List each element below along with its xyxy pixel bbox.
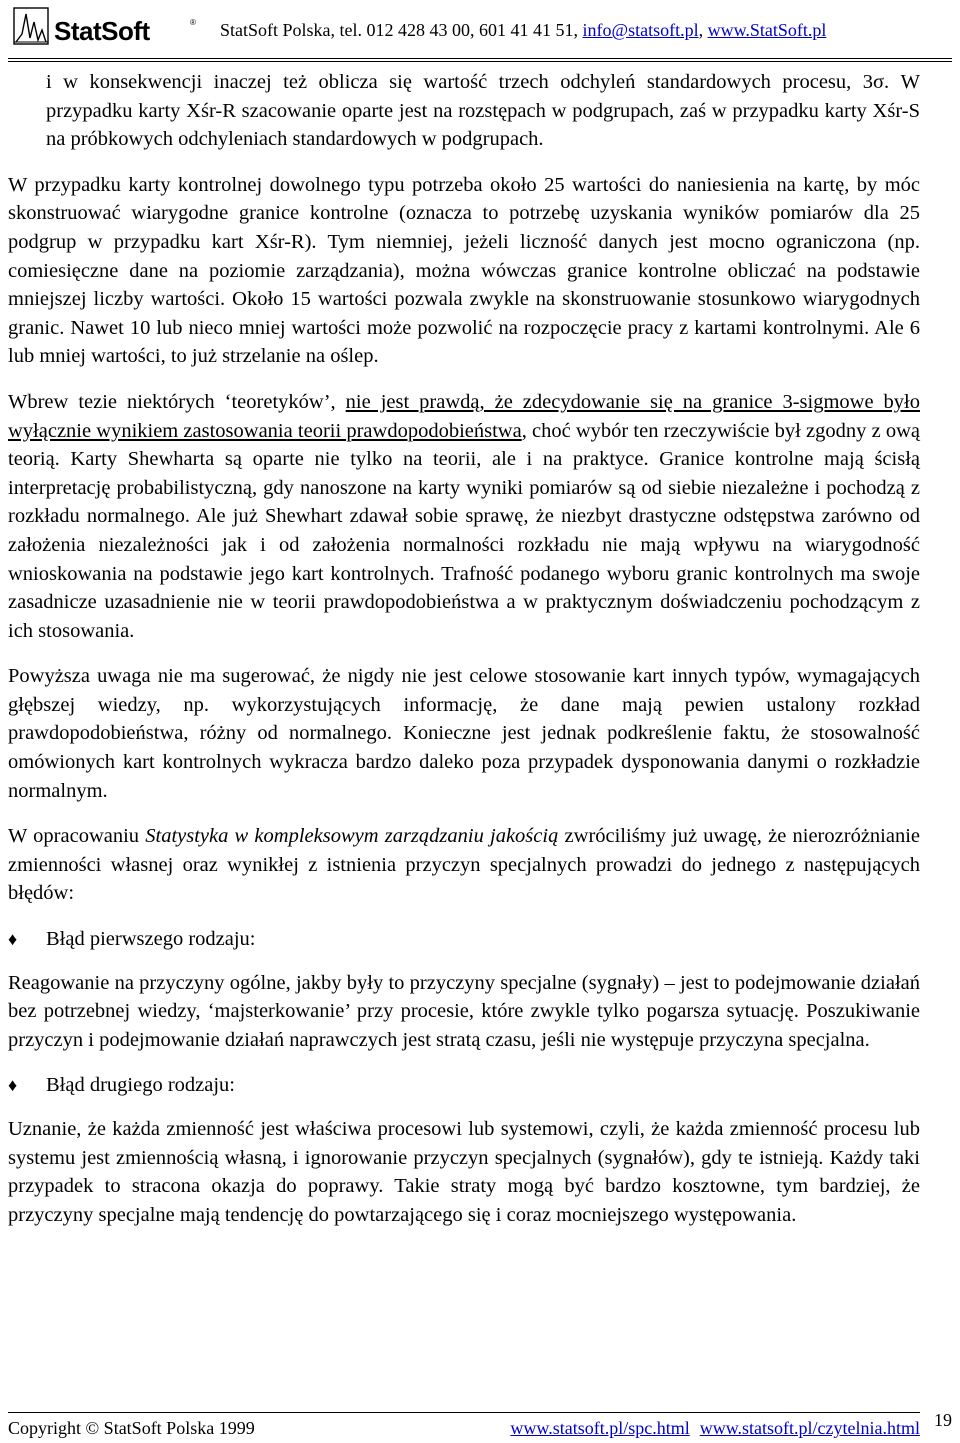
- trademark-symbol: ®: [190, 18, 196, 27]
- bullet-label-1: Błąd pierwszego rodzaju:: [46, 928, 256, 951]
- statsoft-logo: [8, 2, 208, 52]
- paragraph-6: Reagowanie na przyczyny ogólne, jakby były to przyczyny specjalne (sygnały) – jest to podejmowanie działań bez potrzebnej wiedzy, ‘majsterkowanie’ przy procesie, które zwykle tylko pogarsza sytuację. Poszukiwanie przyczyn i podejmowanie działań naprawczych jest stratą czasu, jeśli nie występuje przyczyna specjalna.: [8, 971, 920, 1051]
- contact-text: StatSoft Polska, tel. 012 428 43 00, 601 41 41 51,: [220, 20, 583, 40]
- paragraph-3: [8, 388, 920, 645]
- logo-wordmark: StatSoft: [54, 16, 150, 46]
- paragraph-5-end: zwróciliśmy już uwagę, że nierozróżnianie zmienności własnej oraz wynikłej z istnienia przyczyn specjalnych prowadzi do jednego z następujących błędów:: [8, 825, 921, 905]
- bullet-error-type-2: [8, 1071, 920, 1100]
- contact-separator: ,: [698, 20, 708, 40]
- paragraph-2: W przypadku karty kontrolnej dowolnego typu potrzeba około 25 wartości do naniesienia na kartę, by móc skonstruować wiarygodne granice kontrolne (oznacza to potrzebę uzyskania wyników pomiarów dla 25 podgrup w przypadku kart Xśr-R). Tym niemniej, jeżeli liczność danych jest mocno ograniczona (np. comiesięczne dane na poziomie zarządzania), można wówczas granice kontrolne obliczać na podstawie mniejszej liczby wartości. Około 15 wartości pozwala zwykle na skonstruowanie stosunkowo wiarygodnych granic. Nawet 10 lub nieco mniej wartości może pozwolić na rozpoczęcie pracy z kartami kontrolnymi. Ale 6 lub mniej wartości, to już strzelanie na oślep.: [8, 173, 920, 368]
- email-link[interactable]: info@statsoft.pl: [582, 20, 699, 40]
- footer-links: [500, 1418, 920, 1439]
- diamond-bullet-icon: ♦: [8, 1075, 18, 1096]
- contact-info: [220, 20, 826, 41]
- bullet-label-2: Błąd drugiego rodzaju:: [46, 1074, 236, 1097]
- footer-divider: [8, 1412, 920, 1413]
- publication-title: Statystyka w kompleksowym zarządzaniu jakością: [145, 825, 559, 848]
- bullet-error-type-1: [8, 925, 920, 954]
- paragraph-3-end: , choć wybór ten rzeczywiście był zgodny z ową teorią. Karty Shewharta są oparte nie tylko na teorii, ale i na praktyce. Granice kontrolne mają ścisłą interpretację probabilistyczną, gdy nanoszone na karty wyniki pomiarów są od siebie niezależne i pochodzą z rozkładu normalnego. Ale już Shewhart zdawał sobie sprawę, że niezbyt drastyczne odstępstwa zarówno od założenia niezależności jak i od założenia normalności rozkładu nie mają wpływu na wiarygodność wnioskowania na podstawie jego kart kontrolnych. Trafność podanego wyboru granic kontrolnych ma swoje zasadnicze uzasadnienie nie w teorii prawdopodobieństwa a w praktycznym doświadczeniu pochodzącym z ich stosowania.: [8, 419, 920, 642]
- page-number: 19: [934, 1410, 952, 1430]
- page-header: [8, 0, 952, 56]
- statsoft-logo-icon: [12, 4, 52, 48]
- paragraph-4: Powyższa uwaga nie ma sugerować, że nigdy nie jest celowe stosowanie kart innych typów, wymagających głębszej wiedzy, np. wykorzystujących informację, że dane mają pewien ustalony rozkład prawdopodobieństwa, różny od normalnego. Konieczne jest jednak podkreślenie faktu, że stosowalność omówionych kart kontrolnych wykracza bardzo daleko poza przypadek dysponowania danymi o rozkładzie normalnym.: [8, 665, 920, 802]
- paragraph-7: Uznanie, że każda zmienność jest właściwa procesowi lub systemowi, czyli, że każda zmienność procesu lub systemu jest zmiennością własną, i ignorowanie przyczyn specjalnych (sygnałów), gdy te istnieją. Każdy taki przypadek to stracona okazja do poprawy. Takie straty mogą być bardzo kosztowne, tym bardziej, że przyczyny specjalne mają tendencję do powtarzającego się i coraz mocniejszego występowania.: [8, 1118, 920, 1226]
- paragraph-5: [8, 822, 920, 908]
- paragraph-5-start: W opracowaniu: [8, 825, 146, 848]
- website-link[interactable]: www.StatSoft.pl: [707, 20, 827, 40]
- paragraph-3-start: Wbrew tezie niektórych ‘teoretyków’,: [8, 390, 346, 413]
- spc-link[interactable]: www.statsoft.pl/spc.html: [510, 1418, 690, 1438]
- paragraph-1: i w konsekwencji inaczej też oblicza się wartość trzech odchyleń standardowych procesu, 3σ. W przypadku karty Xśr-R szacowanie oparte jest na rozstępach w podgrupach, zaś w przypadku karty Xśr-S na próbkowych odchyleniach standardowych w podgrupach.: [46, 71, 920, 151]
- underlined-statement: nie jest prawdą, że zdecydowanie się na granice 3-sigmowe było wyłącznie wynikiem zastosowania teorii prawdopodobieństwa: [8, 390, 920, 442]
- copyright-notice: Copyright © StatSoft Polska 1999: [8, 1418, 255, 1438]
- reading-room-link[interactable]: www.statsoft.pl/czytelnia.html: [699, 1418, 920, 1438]
- document-body: [8, 68, 920, 1246]
- diamond-bullet-icon: ♦: [8, 929, 18, 950]
- header-divider: [8, 58, 952, 62]
